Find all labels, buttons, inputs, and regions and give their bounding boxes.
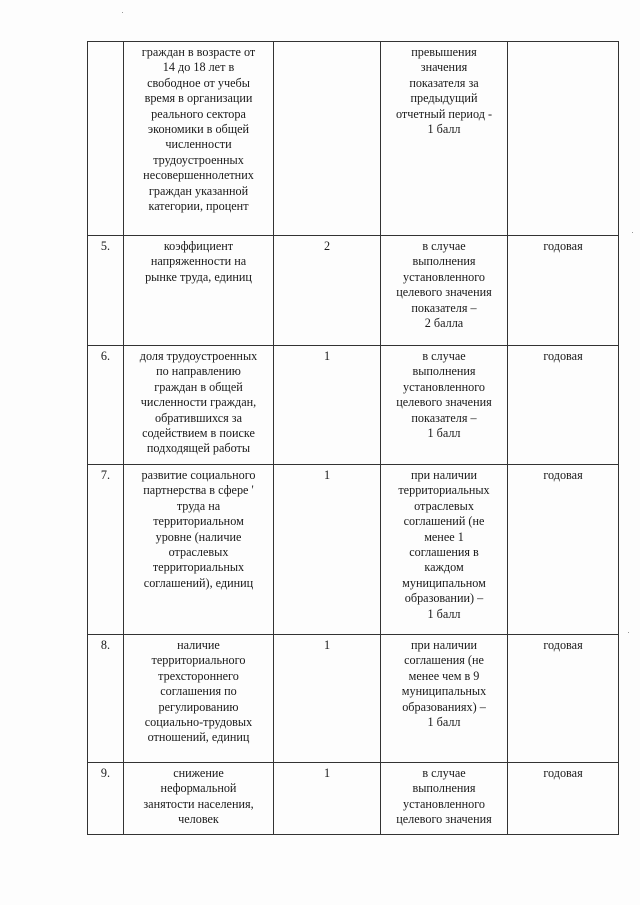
criterion-cell: при наличии территориальных отраслевых соглашений (не менее 1 соглашения в каждом муниципальном образовании) – 1 балл xyxy=(381,465,508,635)
indicator-cell: наличие территориального трехстороннего соглашения по регулированию социально-трудовых отношений, единиц xyxy=(124,635,274,763)
indicator-cell: развитие социального партнерства в сфере ' труда на территориальном уровне (наличие отраслевых территориальных соглашений), единиц xyxy=(124,465,274,635)
row-number: 8. xyxy=(88,635,124,763)
period-cell: годовая xyxy=(508,465,619,635)
weight-cell: 1 xyxy=(274,346,381,465)
table-row xyxy=(88,236,619,346)
table-row xyxy=(88,635,619,763)
row-number: 5. xyxy=(88,236,124,346)
weight-cell xyxy=(274,42,381,236)
period-cell: годовая xyxy=(508,236,619,346)
indicator-cell: граждан в возрасте от 14 до 18 лет в свободное от учебы время в организации реального сектора экономики в общей численности трудоустроенных несовершеннолетних граждан указанной категории, процент xyxy=(124,42,274,236)
scan-speck xyxy=(628,632,629,633)
indicator-cell: снижение неформальной занятости населения, человек xyxy=(124,763,274,835)
table-row xyxy=(88,42,619,236)
criteria-table xyxy=(87,41,619,835)
criterion-cell: при наличии соглашения (не менее чем в 9 муниципальных образованиях) – 1 балл xyxy=(381,635,508,763)
scan-speck xyxy=(632,232,633,233)
row-number: 6. xyxy=(88,346,124,465)
indicator-cell: коэффициент напряженности на рынке труда, единиц xyxy=(124,236,274,346)
period-cell: годовая xyxy=(508,346,619,465)
criterion-cell: в случае выполнения установленного целевого значения показателя – 2 балла xyxy=(381,236,508,346)
period-cell xyxy=(508,42,619,236)
criterion-cell: в случае выполнения установленного целевого значения показателя – 1 балл xyxy=(381,346,508,465)
period-cell: годовая xyxy=(508,763,619,835)
row-number xyxy=(88,42,124,236)
table-row xyxy=(88,346,619,465)
table-row xyxy=(88,763,619,835)
weight-cell: 1 xyxy=(274,635,381,763)
indicator-cell: доля трудоустроенных по направлению граждан в общей численности граждан, обратившихся за содействием в поиске подходящей работы xyxy=(124,346,274,465)
criterion-cell: в случае выполнения установленного целевого значения xyxy=(381,763,508,835)
weight-cell: 1 xyxy=(274,465,381,635)
weight-cell: 1 xyxy=(274,763,381,835)
table-row xyxy=(88,465,619,635)
criterion-cell: превышения значения показателя за предыдущий отчетный период - 1 балл xyxy=(381,42,508,236)
scan-speck xyxy=(122,12,123,13)
row-number: 9. xyxy=(88,763,124,835)
period-cell: годовая xyxy=(508,635,619,763)
row-number: 7. xyxy=(88,465,124,635)
weight-cell: 2 xyxy=(274,236,381,346)
